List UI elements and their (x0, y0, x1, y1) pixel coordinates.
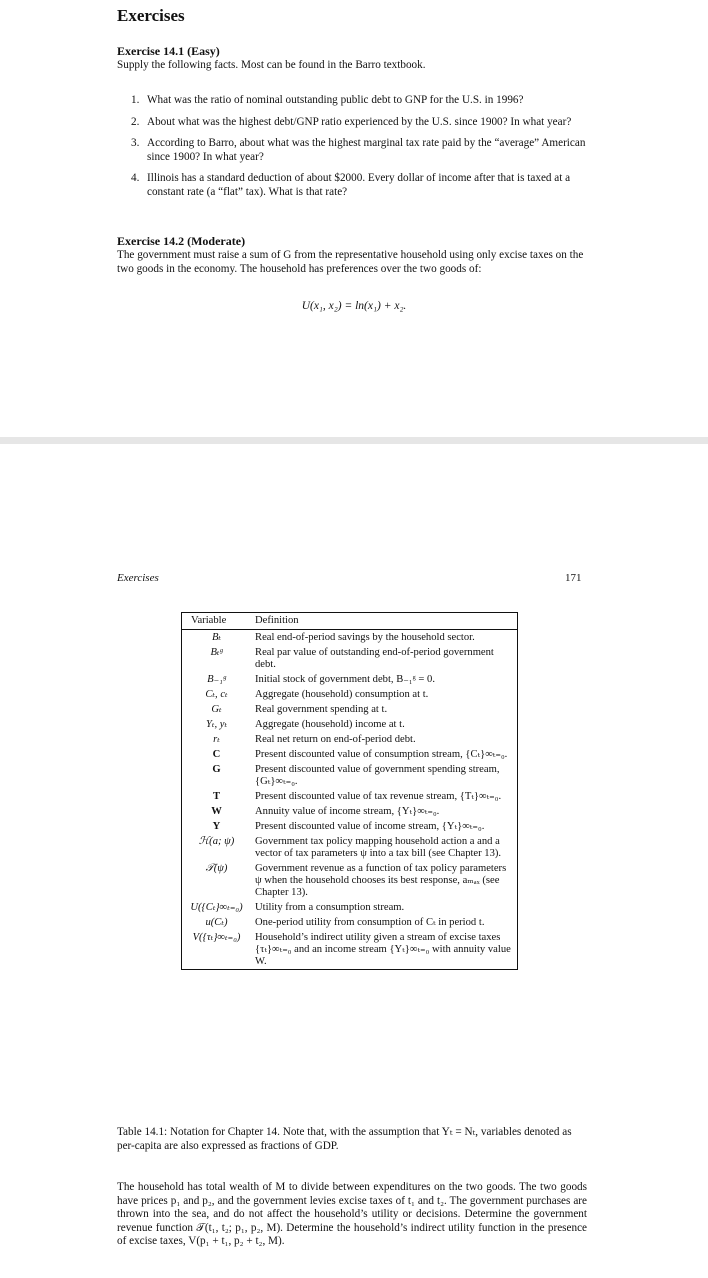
variable-definition: Utility from a consumption stream. (255, 901, 405, 913)
page-number: 171 (565, 572, 582, 584)
variable-definition: Aggregate (household) consumption at t. (255, 688, 429, 700)
question-list (117, 94, 587, 207)
variable-definition: Present discounted value of government spending stream, {Gₜ}∞ₜ₌₀. (255, 763, 500, 787)
notation-table (181, 612, 518, 970)
page-one (0, 0, 708, 437)
table-row (182, 900, 518, 915)
variable-definition: Government revenue as a function of tax policy parameters ψ when the household chooses its best response, aₘₐₓ (see Chapter 13). (255, 862, 507, 898)
table-row (182, 762, 518, 789)
variable-symbol: Bₜ (211, 631, 222, 643)
variable-definition: Government tax policy mapping household action a and a vector of tax parameters ψ into a tax bill (see Chapter 13). (255, 835, 502, 859)
variable-symbol: V({τₜ}∞ₜ₌₀) (192, 931, 241, 943)
header-definition: Definition (251, 613, 518, 630)
variable-symbol: T (212, 790, 221, 802)
question-item (117, 116, 587, 130)
table-row (182, 672, 518, 687)
variable-definition: Present discounted value of tax revenue stream, {Tₜ}∞ₜ₌₀. (255, 790, 502, 802)
page-separator (0, 437, 708, 444)
question-text: According to Barro, about what was the highest marginal tax rate paid by the “average” American since 1900? In what year? (147, 137, 586, 163)
utility-formula: U(x₁, x₂) = ln(x₁) + x₂. (301, 300, 407, 312)
variable-symbol: Y (212, 820, 221, 832)
table-row (182, 747, 518, 762)
variable-definition: Real government spending at t. (255, 703, 388, 715)
question-item (117, 137, 587, 164)
table-row (182, 834, 518, 861)
variable-definition: Initial stock of government debt, B₋₁ᵍ = 0. (255, 673, 435, 685)
table-row (182, 789, 518, 804)
question-text: About what was the highest debt/GNP ratio experienced by the U.S. since 1900? In what year? (147, 115, 572, 128)
variable-symbol: Cₜ, cₜ (205, 688, 228, 700)
question-item (117, 94, 587, 108)
variable-symbol: Yₜ, yₜ (205, 718, 228, 730)
variable-symbol: u(Cₜ) (205, 916, 228, 928)
variable-symbol: G (212, 763, 221, 775)
section-heading: Exercises (117, 6, 185, 25)
variable-symbol: U({Cₜ}∞ₜ₌₀) (190, 901, 243, 913)
variable-symbol: 𝒯(ψ) (205, 862, 228, 874)
table-caption: Table 14.1: Notation for Chapter 14. Note that, with the assumption that Yₜ = Nₜ, variables denoted as per-capita are also expressed as fractions of GDP. (117, 1126, 572, 1152)
variable-definition: Real net return on end-of-period debt. (255, 733, 416, 745)
question-text: What was the ratio of nominal outstanding public debt to GNP for the U.S. in 1996? (147, 94, 524, 106)
variable-symbol: ℋ(a; ψ) (198, 835, 235, 847)
table-header-row (182, 613, 518, 630)
question-text: Illinois has a standard deduction of about $2000. Every dollar of income after that is taxed at a constant rate (a “flat” tax). What is that rate? (147, 172, 571, 198)
variable-definition: Present discounted value of income stream, {Yₜ}∞ₜ₌₀. (255, 820, 485, 832)
exercise-14-2 (117, 234, 587, 276)
variable-symbol: C (212, 748, 221, 760)
question-item (117, 172, 587, 199)
table-row (182, 930, 518, 970)
exercise-14-1 (117, 44, 587, 73)
question-number: 4. (131, 172, 140, 184)
variable-definition: Aggregate (household) income at t. (255, 718, 405, 730)
exercise-14-1-intro: Supply the following facts. Most can be found in the Barro textbook. (117, 59, 426, 71)
variable-definition: Present discounted value of consumption stream, {Cₜ}∞ₜ₌₀. (255, 748, 508, 760)
variable-symbol: Bₜᵍ (210, 646, 223, 658)
table-row (182, 915, 518, 930)
question-number: 3. (131, 137, 140, 149)
table-row (182, 702, 518, 717)
variable-symbol: rₜ (213, 733, 220, 745)
variable-definition: Annuity value of income stream, {Yₜ}∞ₜ₌₀. (255, 805, 440, 817)
exercise-14-1-title: Exercise 14.1 (Easy) (117, 44, 220, 58)
exercise-14-2-title: Exercise 14.2 (Moderate) (117, 234, 246, 248)
variable-definition: Household’s indirect utility given a stream of excise taxes {τₜ}∞ₜ₌₀ and an income stream {Yₜ}∞ₜ₌₀ with annuity value W. (255, 931, 511, 967)
table-row (182, 732, 518, 747)
table-row (182, 717, 518, 732)
header-variable: Variable (182, 613, 252, 630)
table-row (182, 630, 518, 646)
exercise-14-2-text: The government must raise a sum of G from the representative household using only excise taxes on the two goods in the economy. The household has preferences over the two goods of: (117, 249, 584, 275)
question-number: 1. (131, 94, 140, 106)
table-row (182, 819, 518, 834)
question-number: 2. (131, 115, 140, 128)
variable-definition: Real par value of outstanding end-of-period government debt. (255, 646, 494, 670)
table-row (182, 861, 518, 900)
table-row (182, 687, 518, 702)
variable-symbol: B₋₁ᵍ (207, 673, 226, 685)
variable-symbol: W (211, 805, 222, 817)
variable-definition: One-period utility from consumption of Cₜ in period t. (255, 916, 485, 928)
variable-definition: Real end-of-period savings by the household sector. (255, 631, 475, 643)
variable-symbol: Gₜ (211, 703, 222, 715)
table-row (182, 645, 518, 672)
exercise-paragraph: The household has total wealth of M to divide between expenditures on the two goods. The two goods have prices p₁ and p₂, and the government levies excise taxes of t₁ and t₂. The government purchases are thrown into the sea, and do not affect the household’s utility or decisions. Determine the government revenue function 𝒯(t₁, t₂; p₁, p₂, M). Determine the household’s indirect utility function in the presence of excise taxes, V(p₁ + t₁, p₂ + t₂, M). (117, 1181, 587, 1248)
running-head-left: Exercises (117, 572, 159, 584)
table-row (182, 804, 518, 819)
